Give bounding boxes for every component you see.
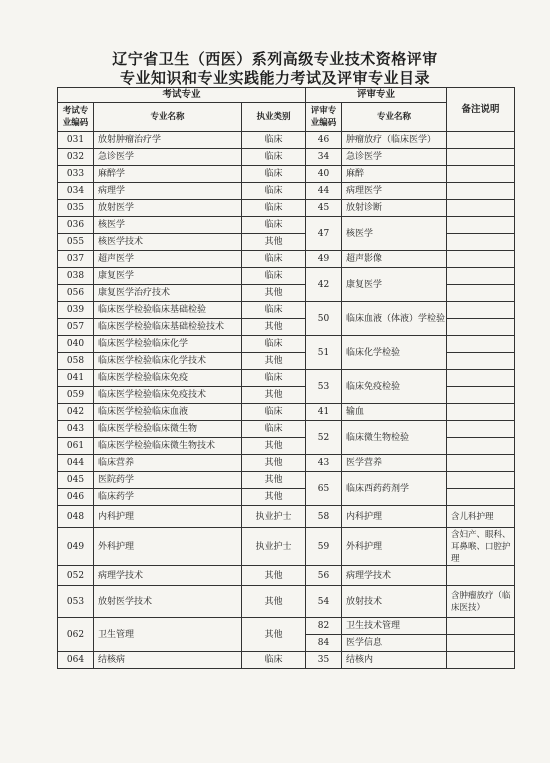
remarks-cell [447,268,515,285]
category-cell: 其他 [242,618,306,652]
exam-code-cell: 052 [58,566,94,586]
table-body [58,132,515,669]
review-name-cell: 肿瘤放疗（临床医学） [342,132,447,149]
remarks-cell [447,566,515,586]
review-code-cell: 41 [306,404,342,421]
major-name-cell: 卫生管理 [94,618,242,652]
major-name-cell: 放射肿瘤治疗学 [94,132,242,149]
exam-code-cell: 032 [58,149,94,166]
review-code-cell: 42 [306,268,342,302]
remarks-cell [447,438,515,455]
category-cell: 临床 [242,132,306,149]
table-row [58,319,515,336]
header-review-name: 专业名称 [342,103,447,132]
category-cell: 临床 [242,404,306,421]
remarks-cell [447,302,515,319]
review-code-cell: 34 [306,149,342,166]
table-row [58,528,515,566]
review-name-cell: 内科护理 [342,506,447,528]
category-cell: 其他 [242,319,306,336]
table-row [58,506,515,528]
major-name-cell: 临床医学检验临床微生物 [94,421,242,438]
table-row [58,455,515,472]
exam-code-cell: 058 [58,353,94,370]
review-code-cell: 59 [306,528,342,566]
review-code-cell: 45 [306,200,342,217]
review-code-cell: 53 [306,370,342,404]
header-exam-code: 考试专业编码 [58,103,94,132]
exam-code-cell: 034 [58,183,94,200]
review-code-cell: 56 [306,566,342,586]
major-name-cell: 急诊医学 [94,149,242,166]
exam-code-cell: 036 [58,217,94,234]
major-name-cell: 核医学技术 [94,234,242,251]
category-cell: 临床 [242,149,306,166]
remarks-cell [447,404,515,421]
table-row [58,489,515,506]
remarks-cell [447,132,515,149]
table-row [58,472,515,489]
remarks-cell [447,251,515,268]
category-cell: 其他 [242,566,306,586]
review-name-cell: 临床微生物检验 [342,421,447,455]
review-name-cell: 外科护理 [342,528,447,566]
remarks-cell [447,489,515,506]
category-cell: 其他 [242,234,306,251]
remarks-cell: 含儿科护理 [447,506,515,528]
remarks-cell [447,421,515,438]
remarks-cell [447,200,515,217]
review-name-cell: 放射技术 [342,586,447,618]
table-row [58,132,515,149]
major-name-cell: 内科护理 [94,506,242,528]
review-code-cell: 51 [306,336,342,370]
category-cell: 其他 [242,586,306,618]
category-cell: 临床 [242,370,306,387]
exam-code-cell: 044 [58,455,94,472]
category-cell: 临床 [242,302,306,319]
review-name-cell: 病理学技术 [342,566,447,586]
table-header-row [58,88,515,103]
exam-code-cell: 061 [58,438,94,455]
review-code-cell: 54 [306,586,342,618]
remarks-cell: 含妇产、眼科、耳鼻喉、口腔护理 [447,528,515,566]
review-name-cell: 病理医学 [342,183,447,200]
table-row [58,336,515,353]
table-row [58,353,515,370]
header-major-name: 专业名称 [94,103,242,132]
review-name-cell: 临床化学检验 [342,336,447,370]
exam-code-cell: 056 [58,285,94,302]
review-code-cell: 58 [306,506,342,528]
review-code-cell: 52 [306,421,342,455]
remarks-cell [447,455,515,472]
exam-code-cell: 038 [58,268,94,285]
table-row [58,183,515,200]
remarks-cell [447,336,515,353]
category-cell: 临床 [242,652,306,669]
major-name-cell: 麻醉学 [94,166,242,183]
review-code-cell: 47 [306,217,342,251]
table-row [58,566,515,586]
major-name-cell: 临床医学检验临床微生物技术 [94,438,242,455]
major-name-cell: 医院药学 [94,472,242,489]
remarks-cell [447,652,515,669]
review-name-cell: 卫生技术管理 [342,618,447,635]
remarks-cell [447,183,515,200]
remarks-cell [447,618,515,635]
review-code-cell: 40 [306,166,342,183]
major-name-cell: 临床药学 [94,489,242,506]
exam-code-cell: 043 [58,421,94,438]
category-cell: 临床 [242,268,306,285]
table-row [58,166,515,183]
review-name-cell: 医学信息 [342,635,447,652]
major-name-cell: 临床医学检验临床基础检验 [94,302,242,319]
remarks-cell [447,319,515,336]
exam-code-cell: 046 [58,489,94,506]
major-name-cell: 临床医学检验临床化学 [94,336,242,353]
review-name-cell: 结核内 [342,652,447,669]
remarks-cell [447,285,515,302]
major-name-cell: 病理学技术 [94,566,242,586]
remarks-cell [447,387,515,404]
category-cell: 执业护士 [242,528,306,566]
table-row [58,217,515,234]
exam-code-cell: 045 [58,472,94,489]
major-name-cell: 临床医学检验临床免疫 [94,370,242,387]
table-row [58,618,515,635]
table-row [58,149,515,166]
review-code-cell: 50 [306,302,342,336]
category-cell: 其他 [242,285,306,302]
header-exam-group: 考试专业 [58,88,306,103]
table-row [58,285,515,302]
major-name-cell: 核医学 [94,217,242,234]
table-row [58,370,515,387]
title-line-2: 专业知识和专业实践能力考试及评审专业目录 [119,69,430,87]
category-cell: 临床 [242,183,306,200]
major-name-cell: 病理学 [94,183,242,200]
major-name-cell: 临床营养 [94,455,242,472]
table-row [58,652,515,669]
remarks-cell [447,370,515,387]
remarks-cell [447,472,515,489]
category-cell: 其他 [242,472,306,489]
table-row [58,404,515,421]
review-name-cell: 放射诊断 [342,200,447,217]
exam-code-cell: 033 [58,166,94,183]
header-review-code: 评审专业编码 [306,103,342,132]
table-row [58,421,515,438]
major-name-cell: 康复医学治疗技术 [94,285,242,302]
major-name-cell: 康复医学 [94,268,242,285]
exam-code-cell: 039 [58,302,94,319]
review-name-cell: 康复医学 [342,268,447,302]
remarks-cell [447,234,515,251]
category-cell: 执业护士 [242,506,306,528]
exam-code-cell: 053 [58,586,94,618]
exam-code-cell: 042 [58,404,94,421]
major-name-cell: 结核病 [94,652,242,669]
remarks-cell [447,149,515,166]
category-cell: 其他 [242,387,306,404]
review-name-cell: 医学营养 [342,455,447,472]
category-cell: 临床 [242,336,306,353]
review-name-cell: 临床免疫检验 [342,370,447,404]
major-name-cell: 外科护理 [94,528,242,566]
category-cell: 其他 [242,438,306,455]
review-code-cell: 46 [306,132,342,149]
table-row [58,200,515,217]
exam-code-cell: 059 [58,387,94,404]
exam-code-cell: 041 [58,370,94,387]
header-category: 执业类别 [242,103,306,132]
table-row [58,302,515,319]
table-row [58,586,515,618]
table-row [58,387,515,404]
category-cell: 其他 [242,353,306,370]
category-cell: 临床 [242,421,306,438]
exam-code-cell: 040 [58,336,94,353]
category-cell: 临床 [242,251,306,268]
remarks-cell [447,166,515,183]
major-name-cell: 临床医学检验临床化学技术 [94,353,242,370]
major-name-cell: 放射医学 [94,200,242,217]
header-remarks: 备注说明 [447,88,515,132]
remarks-cell [447,217,515,234]
review-name-cell: 临床西药药剂学 [342,472,447,506]
category-cell: 临床 [242,166,306,183]
review-name-cell: 核医学 [342,217,447,251]
category-cell: 临床 [242,217,306,234]
category-cell: 其他 [242,455,306,472]
remarks-cell [447,635,515,652]
table-row [58,251,515,268]
major-name-cell: 超声医学 [94,251,242,268]
exam-code-cell: 055 [58,234,94,251]
review-code-cell: 43 [306,455,342,472]
review-code-cell: 44 [306,183,342,200]
exam-code-cell: 062 [58,618,94,652]
table-subheader-row [58,103,515,132]
table-row [58,438,515,455]
exam-code-cell: 048 [58,506,94,528]
review-name-cell: 麻醉 [342,166,447,183]
title-line-1: 辽宁省卫生（西医）系列高级专业技术资格评审 [112,50,438,68]
major-name-cell: 临床医学检验临床免疫技术 [94,387,242,404]
review-name-cell: 输血 [342,404,447,421]
exam-code-cell: 031 [58,132,94,149]
category-cell: 其他 [242,489,306,506]
review-code-cell: 35 [306,652,342,669]
review-name-cell: 临床血液（体液）学检验 [342,302,447,336]
table-row [58,234,515,251]
specialty-table [57,87,515,669]
major-name-cell: 临床医学检验临床血液 [94,404,242,421]
major-name-cell: 临床医学检验临床基础检验技术 [94,319,242,336]
review-name-cell: 急诊医学 [342,149,447,166]
review-code-cell: 82 [306,618,342,635]
remarks-cell: 含肿瘤放疗（临床医技） [447,586,515,618]
review-code-cell: 84 [306,635,342,652]
review-code-cell: 49 [306,251,342,268]
exam-code-cell: 035 [58,200,94,217]
category-cell: 临床 [242,200,306,217]
header-review-group: 评审专业 [306,88,447,103]
exam-code-cell: 037 [58,251,94,268]
major-name-cell: 放射医学技术 [94,586,242,618]
exam-code-cell: 057 [58,319,94,336]
review-code-cell: 65 [306,472,342,506]
review-name-cell: 超声影像 [342,251,447,268]
table-row [58,268,515,285]
exam-code-cell: 064 [58,652,94,669]
exam-code-cell: 049 [58,528,94,566]
remarks-cell [447,353,515,370]
